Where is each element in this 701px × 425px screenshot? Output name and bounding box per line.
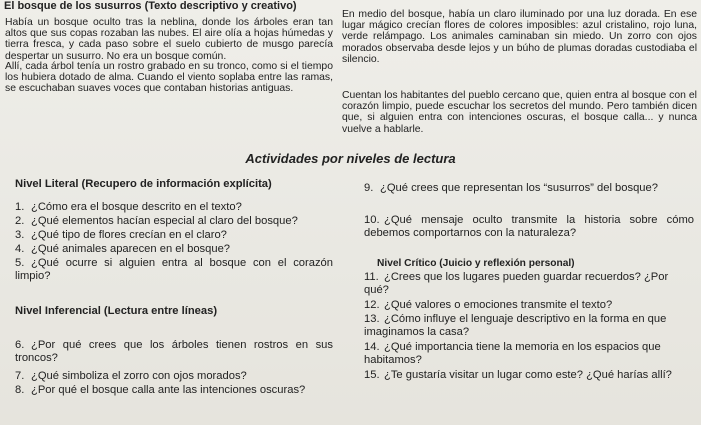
section-title-literal: Nivel Literal (Recupero de información explícita) bbox=[15, 178, 272, 190]
question-number: 2. bbox=[15, 215, 25, 227]
question-3 bbox=[15, 229, 335, 242]
question-text: ¿Qué importancia tiene la memoria en los espacios que habitamos? bbox=[364, 341, 661, 367]
question-number: 9. bbox=[364, 182, 374, 194]
question-number: 12. bbox=[364, 299, 380, 311]
question-6 bbox=[15, 339, 333, 366]
question-number: 15. bbox=[364, 369, 380, 381]
question-number: 11. bbox=[364, 271, 379, 283]
question-text: ¿Cómo era el bosque descrito en el texto? bbox=[31, 201, 242, 213]
question-number: 8. bbox=[15, 384, 25, 396]
question-12 bbox=[364, 299, 694, 312]
question-number: 6. bbox=[15, 339, 25, 351]
question-text: ¿Cómo influye el lenguaje descriptivo en la forma en que imaginamos la casa? bbox=[364, 313, 667, 339]
question-8 bbox=[15, 384, 333, 397]
question-number: 4. bbox=[15, 243, 25, 255]
question-7 bbox=[15, 370, 335, 383]
activities-heading: Actividades por niveles de lectura bbox=[245, 151, 456, 166]
question-13 bbox=[364, 313, 694, 340]
question-text: ¿Qué crees que representan los “susurros” del bosque? bbox=[380, 182, 658, 194]
question-text: ¿Qué tipo de flores crecían en el claro? bbox=[31, 229, 227, 241]
question-number: 13. bbox=[364, 313, 380, 325]
question-5 bbox=[15, 257, 333, 284]
question-1 bbox=[15, 201, 335, 214]
section-title-inferencial: Nivel Inferencial (Lectura entre líneas) bbox=[15, 305, 218, 317]
question-text: ¿Qué simboliza el zorro con ojos morados? bbox=[31, 370, 247, 382]
question-10 bbox=[364, 214, 694, 241]
question-number: 10. bbox=[364, 214, 380, 226]
question-14 bbox=[364, 341, 694, 368]
question-number: 14. bbox=[364, 341, 380, 353]
question-number: 3. bbox=[15, 229, 25, 241]
reading-paragraph-4: Cuentan los habitantes del pueblo cercano que, quien entra al bosque con el corazón limpio, puede escuchar los secretos del mundo. Pero también dicen que, si alguien entra con intenciones oscuras, el bosque calla... y nunca vuelve a hablarle. bbox=[342, 90, 697, 135]
section-title-critico: Nivel Crítico (Juicio y reflexión personal) bbox=[377, 258, 575, 269]
question-text: ¿Por qué crees que los árboles tienen rostros en sus troncos? bbox=[15, 339, 333, 365]
question-9 bbox=[364, 182, 694, 195]
question-number: 1. bbox=[15, 201, 25, 213]
question-2 bbox=[15, 215, 335, 228]
reading-paragraph-3: En medio del bosque, había un claro iluminado por una luz dorada. En ese lugar mágico crecían flores de colores imposibles: azul cristalino, rojo luna, verde relámpago. Los animales caminaban sin miedo. Un zorro con ojos morados observaba desde lejos y un búho de plumas doradas custodiaba el silencio. bbox=[342, 9, 697, 65]
question-15 bbox=[364, 369, 694, 382]
question-text: ¿Qué mensaje oculto transmite la historia sobre cómo debemos comportarnos con la naturaleza? bbox=[364, 214, 694, 240]
question-11 bbox=[364, 271, 694, 298]
question-text: ¿Qué valores o emociones transmite el texto? bbox=[384, 299, 613, 311]
question-number: 5. bbox=[15, 257, 25, 269]
reading-paragraph-1: Había un bosque oculto tras la neblina, donde los árboles eran tan altos que sus copas rozaban las nubes. El aire olía a hojas húmedas y tierra fresca, y cada paso sobre el suelo cubierto de musgo parecía despertar un susurro. No era un bosque común. bbox=[5, 17, 333, 62]
question-text: ¿Te gustaría visitar un lugar como este? ¿Qué harías allí? bbox=[384, 369, 672, 381]
question-number: 7. bbox=[15, 370, 25, 382]
question-4 bbox=[15, 243, 335, 256]
reading-paragraph-2: Allí, cada árbol tenía un rostro grabado en su tronco, como si el tiempo los hubiera dotado de alma. Cuando el viento soplaba entre las ramas, se escuchaban suaves voces que contaban historias antiguas. bbox=[5, 61, 333, 95]
question-text: ¿Qué elementos hacían especial al claro del bosque? bbox=[31, 215, 298, 227]
question-text: ¿Crees que los lugares pueden guardar recuerdos? ¿Por qué? bbox=[364, 271, 669, 297]
question-text: ¿Qué ocurre si alguien entra al bosque con el corazón limpio? bbox=[15, 257, 333, 283]
reading-title: El bosque de los susurros (Texto descriptivo y creativo) bbox=[4, 0, 297, 12]
question-text: ¿Por qué el bosque calla ante las intenciones oscuras? bbox=[31, 384, 306, 396]
question-text: ¿Qué animales aparecen en el bosque? bbox=[31, 243, 231, 255]
